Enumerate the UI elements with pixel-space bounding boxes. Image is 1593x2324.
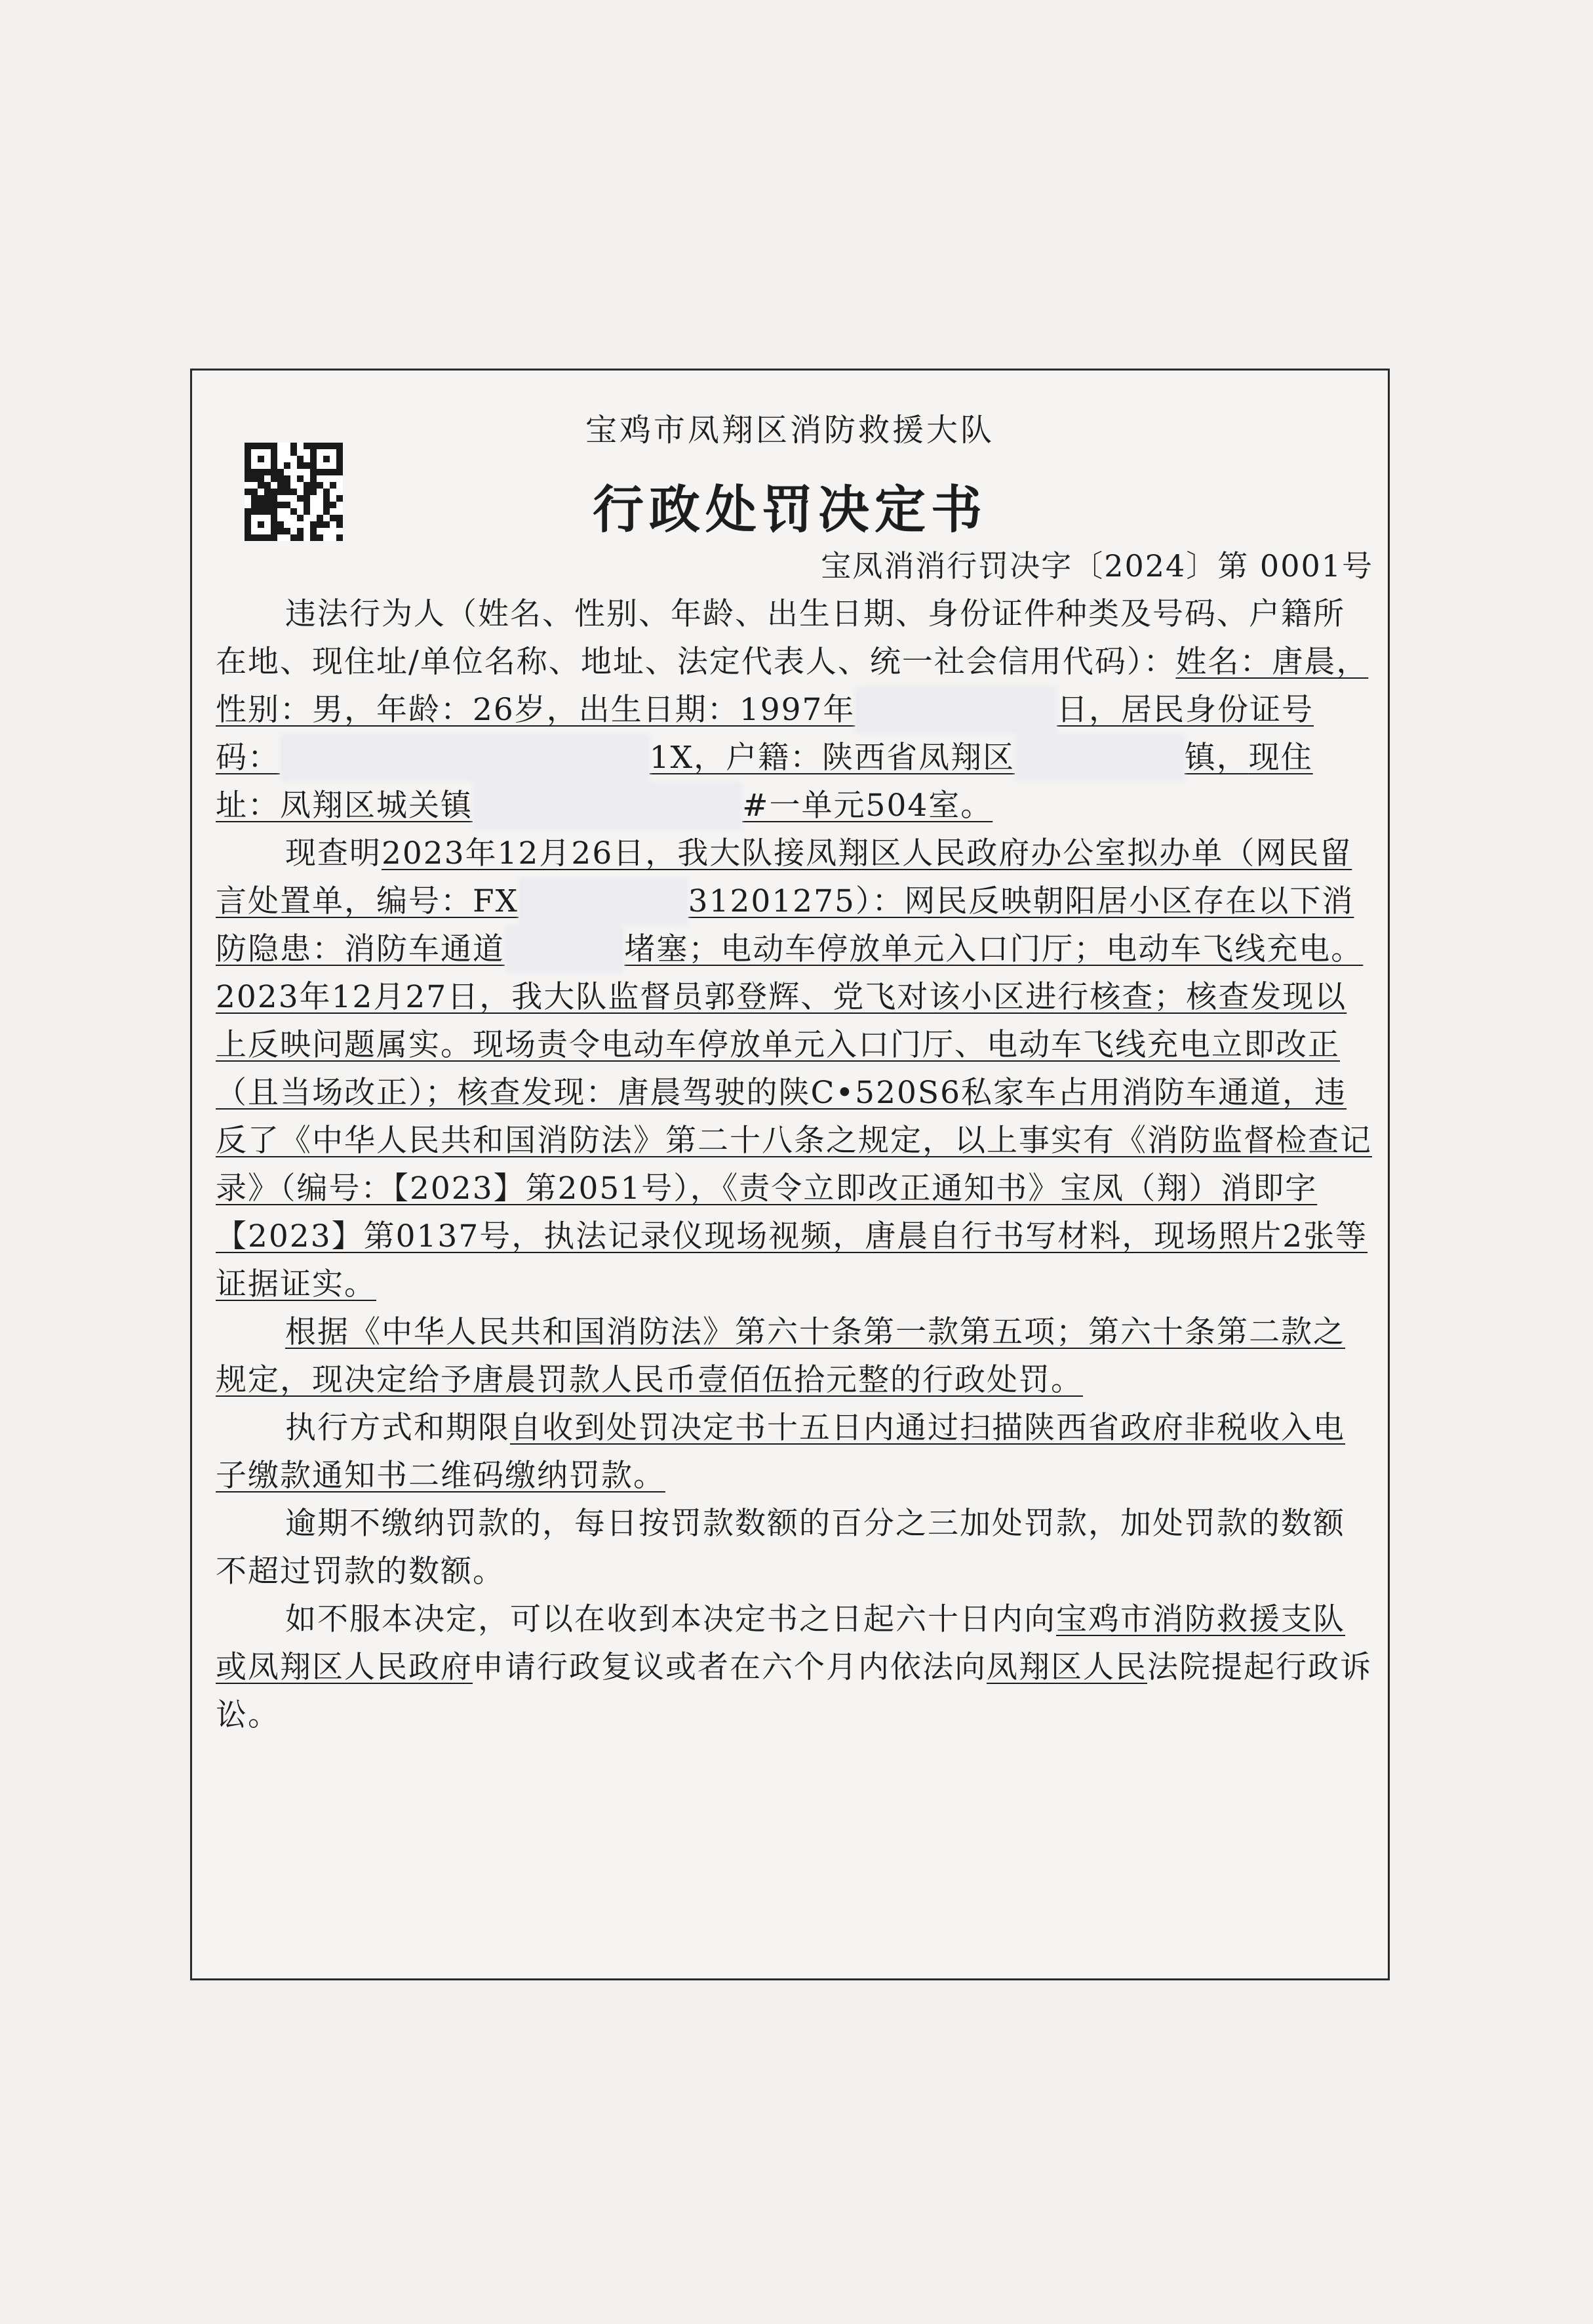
appeal-paragraph: 如不服本决定，可以在收到本决定书之日起六十日内向宝鸡市消防救援支队或凤翔区人民政府申请行政复议或者在六个月内依法向凤翔区人民法院提起行政诉讼。 (216, 1601, 1372, 1733)
offender-info: 姓名：唐晨，性别：男，年龄：26岁，出生日期：1997年 日，居民身份证号码： 1X，户籍：陕西省凤翔区 镇，现住址：凤翔区城关镇 #一单元504室。 (216, 644, 1368, 824)
redacted-address (473, 782, 742, 830)
document-body (216, 590, 1373, 1739)
issuing-organization: 宝鸡市凤翔区消防救援大队 (585, 412, 994, 449)
document-title: 行政处罚决定书 (592, 480, 987, 540)
findings-text: 2023年12月26日，我大队接凤翔区人民政府办公室拟办单（网民留言处置单，编号：FX 31201275）：网民反映朝阳居小区存在以下消防隐患：消防车通道 堵塞；电动车停放单元入口门厅；电动车飞线充电。 (216, 835, 1363, 967)
overdue-paragraph: 逾期不缴纳罚款的，每日按罚款数额的百分之三加处罚款，加处罚款的数额不超过罚款的数额。 (216, 1506, 1345, 1590)
findings-label: 现查明 (285, 835, 382, 872)
offender-label: 违法行为人（姓名、性别、年龄、出生日期、身份证件种类及号码、户籍所在地、现住址/单位名称、地址、法定代表人、统一社会信用代码）： (216, 596, 1345, 680)
redacted-case-number (519, 877, 688, 925)
redacted-birthdate (855, 686, 1057, 734)
redacted-household (1015, 734, 1185, 782)
court-name: 凤翔区人民 (987, 1649, 1147, 1685)
redacted-id-number (280, 734, 650, 782)
findings-paragraph (216, 830, 1373, 973)
legal-basis-paragraph: 根据《中华人民共和国消防法》第六十条第一款第五项；第六十条第二款之规定，现决定给予唐晨罚款人民币壹佰伍拾元整的行政处罚。 (216, 1314, 1345, 1398)
redacted-text (505, 925, 624, 973)
offender-paragraph (216, 590, 1373, 830)
inspection-paragraph: 2023年12月27日，我大队监督员郭登辉、党飞对该小区进行核查；核查发现以上反映问题属实。现场责令电动车停放单元入口门厅、电动车飞线充电立即改正（且当场改正）；核查发现：唐晨驾驶的陕C•520S6私家车占用消防车通道，违反了《中华人民共和国消防法》第二十八条之规定，以上事实有《消防监督检查记录》（编号：【2023】第2051号），《责令立即改正通知书》宝凤（翔）消即字【2023】第0137号，执法记录仪现场视频，唐晨自行书写材料，现场照片2张等证据证实。 (216, 979, 1372, 1302)
document-frame (190, 369, 1390, 1980)
document-number: 宝凤消消行罚决字〔2024〕第 0001号 (821, 548, 1373, 584)
review-authority: 宝鸡市消防救援支队或凤翔区人民政府 (216, 1601, 1345, 1685)
execution-paragraph: 执行方式和期限自收到处罚决定书十五日内通过扫描陕西省政府非税收入电子缴款通知书二维码缴纳罚款。 (216, 1410, 1345, 1494)
